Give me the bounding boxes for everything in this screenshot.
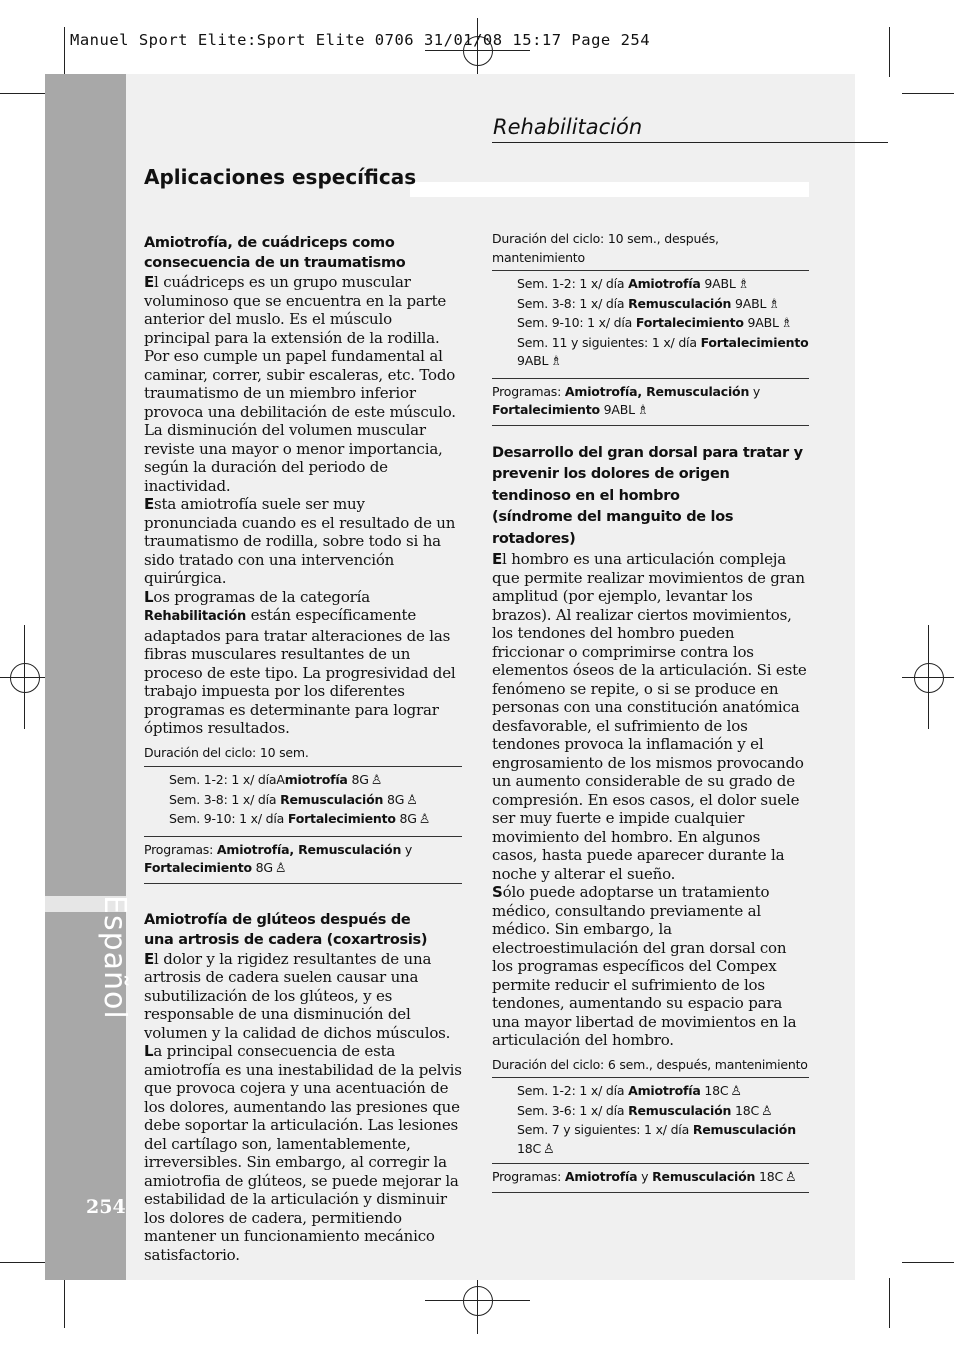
divider — [492, 425, 809, 426]
left-column — [144, 233, 462, 1264]
body-figure-icon: ♙ — [370, 773, 383, 788]
body-figure-icon: ♙ — [418, 812, 431, 827]
subheading: Amiotrofía de glúteos después de una artrosis de cadera (coxartrosis) — [144, 911, 428, 948]
divider — [144, 836, 462, 837]
crop-mark — [64, 27, 65, 77]
paragraph: Los programas de la categoría Rehabilitación están específicamente adaptados para tratar alteraciones de las fibras musculares resultantes de un proceso de este tipo. La progresividad del trabajo impuesta por los diferentes programas es determinante para lograr óptimos resultados. — [144, 587, 456, 737]
schedule-row: Sem. 1-2: 1 x/ día Amiotrofía 18C ♙ — [517, 1082, 809, 1102]
registration-mark — [914, 663, 944, 693]
schedule-row: Sem. 7 y siguientes: 1 x/ día Remusculación 18C ♙ — [517, 1121, 809, 1159]
paragraph: La principal consecuencia de esta amiotrofía es una inestabilidad de la pelvis que provoca cojera y una acentuación de los dolores, aumentando las presiones que debe soportar la articulación. Las lesiones del cartílago son, lamentablemente, irreversibles. Sin embargo, al corregir la amiotrofia de glúteos, se puede mejorar la estabilidad de la articulación y disminuir los dolores de cadera, permitiendo mantener un funcionamiento mecánico satisfactorio. — [144, 1042, 462, 1264]
schedule-row: Sem. 9-10: 1 x/ día Fortalecimiento 9ABL ♗ — [517, 314, 809, 334]
body-figure-icon: ♙ — [543, 1141, 555, 1157]
crop-mark — [902, 677, 954, 678]
schedule-row: Sem. 9-10: 1 x/ día Fortalecimiento 8G ♙ — [169, 810, 462, 830]
registration-mark — [463, 1286, 493, 1316]
paragraph: El cuádriceps es un grupo muscular voluminoso que se encuentra en la parte anterior del muslo. Es el músculo principal para la extensión de la rodilla. Por eso cumple un papel fundamental al caminar, correr, subir escaleras, etc. Todo traumatismo de un miembro inferior provoca una debilitación de este músculo. La disminución del volumen muscular reviste una mayor o menor importancia, según la duración del periodo de inactividad. — [144, 273, 456, 495]
divider — [144, 766, 462, 767]
divider — [492, 1192, 809, 1193]
body-figure-icon: ♗ — [550, 354, 562, 369]
schedule-row: Sem. 1-2: 1 x/ díaAmiotrofía 8G ♙ — [169, 771, 462, 791]
divider — [144, 883, 462, 884]
divider — [492, 1163, 809, 1164]
schedule-row: Sem. 3-6: 1 x/ día Remusculación 18C ♙ — [517, 1102, 809, 1122]
crop-mark — [64, 1278, 65, 1328]
section-rule — [492, 142, 888, 143]
page-title: Aplicaciones específicas — [144, 165, 417, 189]
page-number: 254 — [86, 1196, 126, 1218]
paragraph: El hombro es una articulación compleja que permite realizar movimientos de gran amplitud (por ejemplo, levantar los brazos). Al realizar ciertos movimientos, los tendones del hombro pueden friccionar o comprimirse contra los elementos óseos de la articulación. Si este fenómeno se repite, o si se produce en personas con una constitución anatómica desfavorable, el sufrimiento de los tendones provoca la inflamación y el engrosamiento de los mismos provocando un aumento considerable de su grado de compresión. En esos casos, el dolor suele ser muy fuerte e impide cualquier movimiento del hombro. En algunos casos, hasta puede aparecer durante la noche y alterar el sueño. — [492, 550, 807, 883]
body-figure-icon: ♙ — [785, 1170, 797, 1185]
right-column — [492, 230, 809, 1193]
schedule — [492, 1082, 809, 1159]
language-sidebar — [45, 74, 126, 1280]
crop-mark — [889, 1278, 890, 1328]
crop-mark — [902, 93, 954, 94]
title-bar — [410, 182, 809, 197]
programs-line: Programas: Amiotrofía y Remusculación 18C ♙ — [492, 1168, 809, 1188]
schedule — [144, 771, 462, 830]
body-figure-icon: ♗ — [780, 316, 793, 331]
programs-line: Programas: Amiotrofía, Remusculación y Fortalecimiento 9ABL ♗ — [492, 383, 809, 421]
paragraph: Esta amiotrofía suele ser muy pronunciada cuando es el resultado de un traumatismo de rodilla, sobre todo si ha sido tratado con una intervención quirúrgica. — [144, 495, 456, 587]
programs-line: Programas: Amiotrofía, Remusculación y Fortalecimiento 8G ♙ — [144, 841, 462, 879]
cycle-duration: Duración del ciclo: 10 sem. — [144, 744, 309, 760]
body-figure-icon: ♙ — [274, 861, 287, 876]
paragraph: Sólo puede adoptarse un tratamiento médico, consultando previamente al médico. Sin embargo, la electroestimulación del gran dorsal con los programas específicos del Compex permite reducir el sufrimiento de los tendones, aumentando su espacio para una mayor libertad de movimientos en la articulación del hombro. — [492, 883, 797, 1049]
schedule-row: Sem. 3-8: 1 x/ día Remusculación 8G ♙ — [169, 791, 462, 811]
body-figure-icon: ♗ — [737, 277, 750, 292]
registration-mark — [10, 663, 40, 693]
body-figure-icon: ♙ — [761, 1103, 773, 1119]
cycle-duration: Duración del ciclo: 10 sem., después, mantenimiento — [492, 231, 719, 265]
crop-mark — [889, 27, 890, 77]
schedule-row: Sem. 11 y siguientes: 1 x/ día Fortalecimiento 9ABL ♗ — [517, 334, 809, 372]
subheading: (síndrome del manguito de los rotadores) — [492, 509, 734, 547]
subheading: Amiotrofía, de cuádriceps como consecuencia de un traumatismo — [144, 235, 406, 271]
crop-mark — [477, 1274, 478, 1334]
body-figure-icon: ♗ — [636, 403, 649, 418]
divider — [492, 270, 809, 271]
crop-mark — [425, 50, 530, 51]
cycle-duration: Duración del ciclo: 6 sem., después, mantenimiento — [492, 1056, 808, 1072]
body-figure-icon: ♙ — [730, 1084, 742, 1099]
body-figure-icon: ♙ — [406, 792, 418, 808]
body-figure-icon: ♗ — [768, 296, 780, 312]
crop-mark — [425, 1300, 530, 1301]
schedule — [492, 275, 809, 372]
language-label: Español — [97, 895, 132, 1020]
schedule-row: Sem. 3-8: 1 x/ día Remusculación 9ABL ♗ — [517, 295, 809, 315]
paragraph: El dolor y la rigidez resultantes de una artrosis de cadera suelen causar una subutilización de los glúteos, y es responsable de una disminución del volumen y la calidad de dichos músculos. — [144, 949, 451, 1042]
print-header: Manuel Sport Elite:Sport Elite 0706 31/01/08 15:17 Page 254 — [70, 31, 651, 49]
crop-mark — [902, 1262, 954, 1263]
divider — [492, 378, 809, 379]
section-title: Rehabilitación — [493, 115, 643, 139]
subheading: Desarrollo del gran dorsal para tratar y prevenir los dolores de origen tendinoso en el hombro — [492, 444, 803, 504]
divider — [492, 1077, 809, 1078]
schedule-row: Sem. 1-2: 1 x/ día Amiotrofía 9ABL ♗ — [517, 275, 809, 295]
